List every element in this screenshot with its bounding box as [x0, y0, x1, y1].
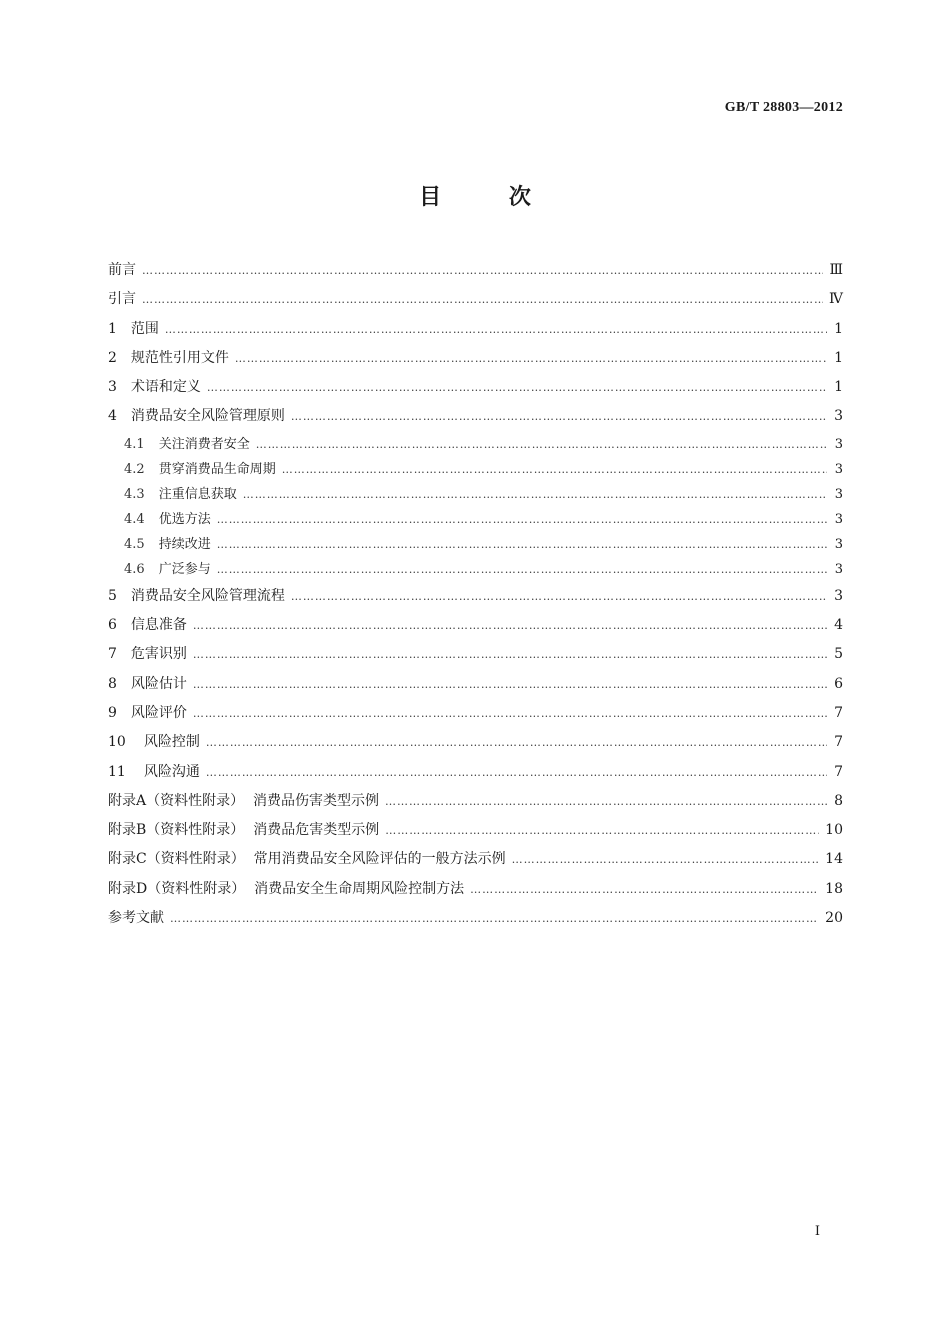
toc-entry-page: 3	[834, 536, 843, 552]
toc-entry[interactable]	[108, 699, 843, 728]
toc-entry[interactable]	[108, 845, 843, 874]
toc-entry-number: 4.4	[124, 511, 145, 527]
toc-entry-label: 范围	[130, 320, 159, 337]
toc-entry[interactable]	[108, 507, 843, 532]
toc-entry-label: 规范性引用文件	[130, 349, 229, 366]
toc-leader-dots	[243, 482, 827, 507]
toc-entry-label: 风险控制	[143, 734, 200, 751]
toc-entry[interactable]	[108, 256, 843, 285]
toc-entry-label: 引言	[108, 291, 136, 308]
toc-entry-number: 4.5	[124, 536, 145, 552]
toc-leader-dots	[142, 285, 823, 314]
toc-entry[interactable]	[108, 787, 843, 816]
toc-entry[interactable]	[108, 670, 843, 699]
toc-leader-dots	[165, 315, 827, 344]
toc-leader-dots	[235, 344, 827, 373]
toc-entry-number: 10	[108, 734, 126, 751]
toc-leader-dots	[291, 402, 827, 431]
toc-leader-dots	[385, 816, 819, 845]
toc-entry[interactable]	[108, 611, 843, 640]
toc-entry-page: 7	[834, 704, 843, 721]
toc-entry-number: 4.1	[124, 436, 145, 452]
toc-entry-label: 消费品安全风险管理原则	[130, 408, 285, 425]
toc-entry-number: 4.2	[124, 461, 145, 477]
toc-entry[interactable]	[108, 315, 843, 344]
toc-entry-label: 注重信息获取	[158, 486, 237, 502]
toc-leader-dots	[193, 611, 827, 640]
toc-entry-number: 4.6	[124, 561, 145, 577]
toc-entry-page: 4	[834, 617, 843, 634]
toc-entry-label: 消费品安全风险管理流程	[130, 587, 285, 604]
toc-entry-label: 贯穿消费品生命周期	[158, 461, 276, 477]
toc-entry-number: 6	[108, 617, 117, 634]
toc-leader-dots	[206, 758, 827, 787]
toc-entry-page: 3	[834, 511, 843, 527]
toc-entry-page: Ⅳ	[829, 291, 843, 308]
toc-entry-label: 广泛参与	[158, 561, 211, 577]
toc-leader-dots	[142, 256, 823, 285]
toc-entry[interactable]	[108, 285, 843, 314]
toc-leader-dots	[217, 532, 827, 557]
footer-page-number: Ⅰ	[814, 1224, 820, 1239]
toc-entry-page: 5	[834, 646, 843, 663]
toc-entry-number: 5	[108, 587, 117, 604]
toc-entry-page: 6	[834, 675, 843, 692]
toc-entry-label: 参考文献	[108, 910, 164, 927]
toc-entry[interactable]	[108, 557, 843, 582]
toc-entry[interactable]	[108, 582, 843, 611]
toc-entry-label: 风险评价	[130, 704, 187, 721]
toc-entry[interactable]	[108, 344, 843, 373]
toc-entry-number: 2	[108, 349, 117, 366]
toc-entry-label: 附录A（资料性附录） 消费品伤害类型示例	[108, 792, 380, 809]
toc-entry-page: 3	[834, 486, 843, 502]
toc-entry-number: 3	[108, 379, 117, 396]
toc-entry-label: 危害识别	[130, 646, 187, 663]
toc-entry-page: 20	[825, 910, 843, 927]
toc-entry-page: 1	[834, 320, 843, 337]
toc-entry-label: 风险沟通	[143, 763, 200, 780]
toc-entry-label: 关注消费者安全	[158, 436, 250, 452]
toc-entry-number: 11	[108, 763, 126, 780]
toc-entry-label: 附录B（资料性附录） 消费品危害类型示例	[108, 822, 380, 839]
toc-entry-number: 9	[108, 704, 117, 721]
table-of-contents	[108, 256, 843, 933]
toc-entry-number: 4	[108, 408, 117, 425]
toc-leader-dots	[170, 904, 819, 933]
toc-entry[interactable]	[108, 758, 843, 787]
toc-entry-number: 7	[108, 646, 117, 663]
toc-entry[interactable]	[108, 482, 843, 507]
toc-leader-dots	[193, 699, 827, 728]
standard-code: GB/T 28803—2012	[724, 100, 843, 115]
toc-entry-label: 优选方法	[158, 511, 211, 527]
toc-entry[interactable]	[108, 904, 843, 933]
toc-entry[interactable]	[108, 728, 843, 757]
toc-leader-dots	[193, 640, 827, 669]
toc-entry-number: 4.3	[124, 486, 145, 502]
toc-entry-label: 持续改进	[158, 536, 211, 552]
toc-entry-label: 信息准备	[130, 617, 187, 634]
toc-entry[interactable]	[108, 875, 843, 904]
toc-entry-label: 风险估计	[130, 675, 187, 692]
toc-leader-dots	[470, 875, 819, 904]
toc-entry[interactable]	[108, 432, 843, 457]
toc-entry[interactable]	[108, 457, 843, 482]
toc-entry[interactable]	[108, 640, 843, 669]
toc-leader-dots	[385, 787, 827, 816]
toc-entry-page: 10	[825, 822, 843, 839]
toc-entry[interactable]	[108, 816, 843, 845]
toc-entry-number: 8	[108, 675, 117, 692]
toc-entry-page: 7	[834, 763, 843, 780]
toc-entry-page: 18	[825, 880, 843, 897]
toc-leader-dots	[512, 845, 820, 874]
toc-entry-label: 附录C（资料性附录） 常用消费品安全风险评估的一般方法示例	[108, 851, 506, 868]
toc-entry-page: 3	[834, 436, 843, 452]
toc-entry-label: 附录D（资料性附录） 消费品安全生命周期风险控制方法	[108, 880, 465, 897]
toc-leader-dots	[282, 457, 827, 482]
toc-leader-dots	[217, 557, 827, 582]
toc-entry-label: 术语和定义	[130, 379, 201, 396]
toc-leader-dots	[193, 670, 827, 699]
toc-entry-page: 1	[834, 379, 843, 396]
toc-entry-page: Ⅲ	[829, 262, 843, 278]
toc-leader-dots	[256, 432, 827, 457]
toc-entry-page: 1	[834, 349, 843, 366]
toc-entry-label: 前言	[108, 262, 136, 278]
toc-entry-number: 1	[108, 320, 117, 337]
page-title	[0, 180, 950, 211]
toc-leader-dots	[291, 582, 827, 611]
toc-entry-page: 14	[825, 851, 843, 868]
toc-entry-page: 3	[834, 587, 843, 604]
title-char-2: 次	[508, 185, 531, 210]
toc-entry-page: 8	[834, 792, 843, 809]
title-char-1: 目	[419, 185, 442, 210]
toc-entry[interactable]	[108, 373, 843, 402]
toc-leader-dots	[206, 728, 827, 757]
toc-leader-dots	[207, 373, 827, 402]
toc-leader-dots	[217, 507, 827, 532]
toc-entry-page: 3	[834, 408, 843, 425]
toc-entry-page: 7	[834, 734, 843, 751]
toc-entry-page: 3	[834, 461, 843, 477]
toc-entry[interactable]	[108, 402, 843, 431]
toc-entry[interactable]	[108, 532, 843, 557]
toc-entry-page: 3	[834, 561, 843, 577]
